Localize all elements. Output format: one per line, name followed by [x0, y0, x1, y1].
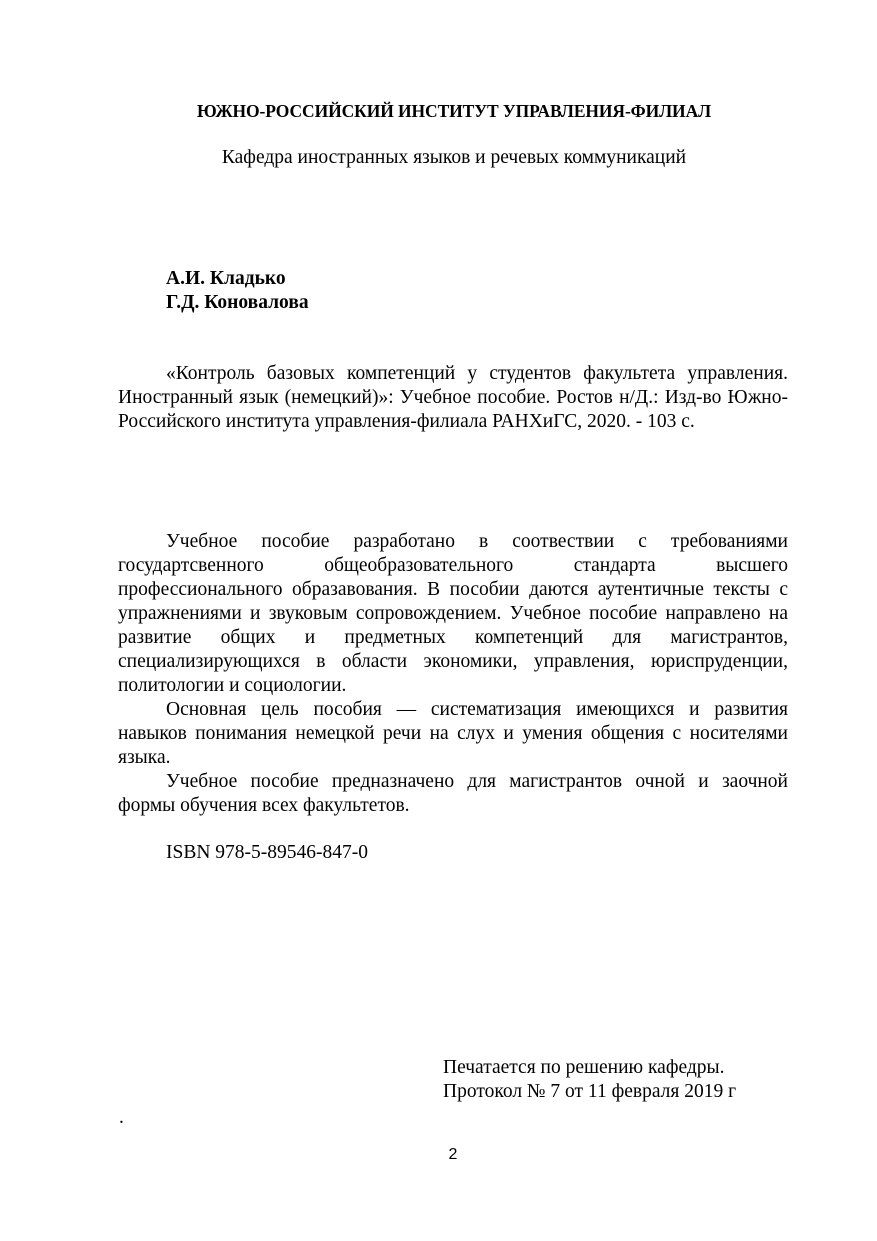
authors-block — [166, 267, 309, 315]
annotation-paragraph: Учебное пособие разработано в соотвествии с требованиями государтсвенного общеобразовательного стандарта высшего профессионального образавования. В пособии даются аутентичные тексты с упражнениями и звуковым сопровождением. Учебное пособие направлено на развитие общих и предметных компетенций для магистрантов, специализирующихся в области экономики, управления, юриспруденции, политологии и социологии. — [118, 531, 788, 696]
citation-block — [118, 362, 788, 434]
author-name: Г.Д. Коновалова — [166, 292, 309, 313]
annotation-paragraph: Учебное пособие предназначено для магистрантов очной и заочной формы обучения всех факультетов. — [118, 771, 788, 816]
approval-line: Протокол № 7 от 11 февраля 2019 г — [443, 1081, 737, 1102]
department-name: Кафедра иностранных языков и речевых коммуникаций — [221, 147, 687, 168]
annotation-paragraph: Основная цель пособия — систематизация имеющихся и развития навыков понимания немецкой речи на слух и умения общения с носителями языка. — [118, 699, 788, 768]
annotation-block — [118, 530, 788, 818]
institute-title: ЮЖНО-РОССИЙСКИЙ ИНСТИТУТ УПРАВЛЕНИЯ-ФИЛИАЛ — [196, 101, 712, 121]
approval-line: Печатается по решению кафедры. — [443, 1057, 725, 1078]
isbn: ISBN 978-5-89546-847-0 — [166, 842, 369, 863]
author-name: А.И. Кладько — [166, 268, 286, 289]
page-number: 2 — [448, 1146, 458, 1163]
citation-paragraph: «Контроль базовых компетенций у студентов факультета управления. Иностранный язык (немецкий)»: Учебное пособие. Ростов н/Д.: Изд-во Южно-Российского института управления-филиала РАНХиГС, 2020. - 103 с. — [118, 363, 788, 432]
approval-note — [443, 1056, 736, 1104]
stray-mark: . — [119, 1107, 124, 1128]
